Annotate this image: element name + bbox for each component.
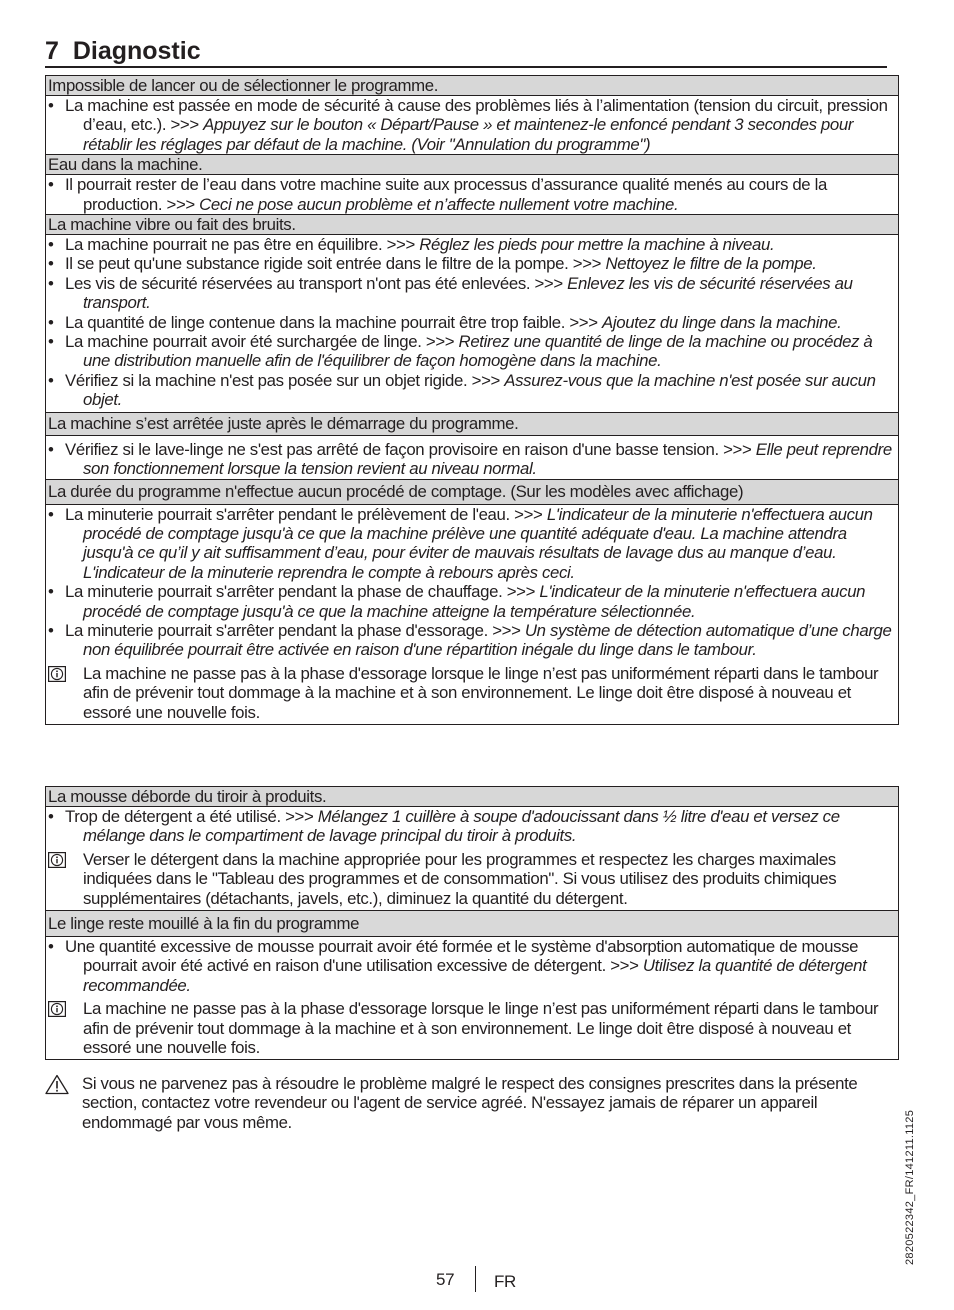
problem-body bbox=[46, 175, 898, 215]
list-item: • Une quantité excessive de mousse pourrait avoir été formée et le système d'absorption automatique de mousse pourrait avoir été activé en raison d'une utilisation excessive de détergent. >>> Utilisez la quantité de détergent recommandée. bbox=[48, 937, 867, 995]
list-item: • Vérifiez si le lave-linge ne s'est pas arrêté de façon provisoire en raison d'une basse tension. >>> Elle peut reprendre son fonctionnement lorsque la tension revient au niveau normal. bbox=[48, 439, 892, 479]
problem-body bbox=[46, 505, 898, 724]
diagnostic-table bbox=[45, 75, 899, 725]
warning-note bbox=[45, 1074, 880, 1132]
problem-body bbox=[46, 235, 898, 413]
problem-header: La durée du programme n'effectue aucun procédé de comptage. (Sur les modèles avec affichage) bbox=[46, 480, 898, 505]
list-item: • La machine pourrait avoir été surchargée de linge. >>> Retirez une quantité de linge de la machine ou procédez à une distribution manuelle afin de l'équilibrer de façon homogène dans la machine. bbox=[48, 332, 873, 371]
warning-text: Si vous ne parvenez pas à résoudre le problème malgré le respect des consignes prescrites dans la présente section, contactez votre revendeur ou l'agent de service agréé. N'essayez jamais de réparer un appareil endommagé par vous même. bbox=[82, 1074, 858, 1132]
bullet: • bbox=[48, 273, 54, 293]
section-heading bbox=[45, 36, 887, 68]
list-item: • Il se peut qu'une substance rigide soit entrée dans le filtre de la pompe. >>> Nettoyez le filtre de la pompe. bbox=[48, 254, 817, 274]
problem-header: Le linge reste mouillé à la fin du programme bbox=[46, 911, 898, 937]
list-item: • La minuterie pourrait s'arrêter pendant la phase de chauffage. >>> L'indicateur de la minuterie n'effectuera aucun procédé de comptage jusqu'à ce que la machine atteigne la température sélectionnée. bbox=[48, 582, 866, 621]
list-item: • Les vis de sécurité réservées au transport n'ont pas été enlevées. >>> Enlevez les vis de sécurité réservées au transport. bbox=[48, 273, 853, 313]
problem-header: Eau dans la machine. bbox=[46, 155, 898, 175]
bullet: • bbox=[48, 439, 54, 459]
bullet: • bbox=[48, 332, 54, 352]
bullet: • bbox=[48, 582, 54, 602]
bullet: • bbox=[48, 312, 54, 332]
bullet: • bbox=[48, 504, 54, 524]
bullet: • bbox=[48, 370, 54, 390]
bullet: • bbox=[48, 254, 54, 274]
list-item: • La minuterie pourrait s'arrêter pendant la phase d'essorage. >>> Un système de détection automatique d’une charge non équilibrée pourrait être activée en raison d'une répartition inégale du linge dans le tambour. bbox=[48, 620, 892, 660]
section-title: Diagnostic bbox=[72, 37, 201, 65]
problem-header: La mousse déborde du tiroir à produits. bbox=[46, 787, 898, 807]
problem-body bbox=[46, 436, 898, 480]
list-item: • Il pourrait rester de l’eau dans votre machine suite aux processus d’assurance qualité menés au cours de la production. >>> Ceci ne pose aucun problème et n’affecte nullement votre machine. bbox=[48, 175, 827, 214]
bullet: • bbox=[48, 937, 54, 957]
section-number: 7 bbox=[45, 37, 59, 65]
problem-body bbox=[46, 96, 898, 155]
list-item: • Vérifiez si la machine n'est pas posée sur un objet rigide. >>> Assurez-vous que la machine n'est posée sur aucun objet. bbox=[48, 370, 876, 410]
list-item: • La quantité de linge contenue dans la machine pourrait être trop faible. >>> Ajoutez du linge dans la machine. bbox=[48, 312, 842, 332]
list-item: • La minuterie pourrait s'arrêter pendant le prélèvement de l'eau. >>> L'indicateur de la minuterie n'effectuera aucun procédé de comptage jusqu'à ce que la machine prélève une quantité adéquate d'eau. La machine attendra jusqu'à ce qu’il y ait suffisamment d’eau, pour éviter de mauvais résultats de lavage dus au manque d’eau. L'indicateur de la minuterie reprendra le compte à rebours après ceci. bbox=[48, 504, 873, 582]
bullet: • bbox=[48, 235, 54, 255]
problem-header: Impossible de lancer ou de sélectionner le programme. bbox=[46, 76, 898, 96]
document-code: 2820522342_FR/141211.1125 bbox=[904, 1109, 916, 1265]
diagnostic-table bbox=[45, 786, 899, 1060]
list-item: • La machine est passée en mode de sécurité à cause des problèmes liés à l’alimentation (tension du circuit, pression d’eau, etc.). >>> Appuyez sur le bouton « Départ/Pause » et maintenez-le enfoncé pendant 3 secondes pour rétablir les réglages par défaut de la machine. (Voir "Annulation du programme") bbox=[48, 96, 888, 154]
info-note: La machine ne passe pas à la phase d'essorage lorsque le linge n’est pas uniformément réparti dans le tambour afin de prévenir tout dommage à la machine et à son environnement. Le linge doit être disposé à nouveau et essoré une nouvelle fois. bbox=[46, 664, 898, 724]
info-note: Verser le détergent dans la machine appropriée pour les programmes et respectez les charges maximales indiquées dans le "Tableau des programmes et de consommation". Si vous utilisez des produits chimiques supplémentaires (détachants, javels, etc.), diminuez la quantité du détergent. bbox=[46, 850, 898, 910]
page-number: 57 bbox=[436, 1270, 455, 1289]
bullet: • bbox=[48, 807, 54, 826]
problem-body bbox=[46, 807, 898, 911]
problem-body bbox=[46, 937, 898, 1059]
info-icon bbox=[48, 666, 66, 682]
problem-header: La machine s’est arrêtée juste après le démarrage du programme. bbox=[46, 413, 898, 436]
bullet: • bbox=[48, 96, 54, 115]
bullet: • bbox=[48, 620, 54, 640]
list-item: • Trop de détergent a été utilisé. >>> Mélangez 1 cuillère à soupe d'adoucissant dans ½ litre d'eau et versez ce mélange dans le compartiment de lavage principal du tiroir à produits. bbox=[48, 807, 840, 846]
language-code: FR bbox=[494, 1272, 516, 1291]
bullet: • bbox=[48, 175, 54, 195]
footer-divider bbox=[475, 1266, 476, 1292]
warning-triangle-icon bbox=[45, 1074, 69, 1095]
info-icon bbox=[48, 852, 66, 868]
info-icon bbox=[48, 1001, 66, 1017]
info-note: La machine ne passe pas à la phase d'essorage lorsque le linge n’est pas uniformément réparti dans le tambour afin de prévenir tout dommage à la machine et à son environnement. Le linge doit être disposé à nouveau et essoré une nouvelle fois. bbox=[46, 999, 898, 1059]
problem-header: La machine vibre ou fait des bruits. bbox=[46, 215, 898, 235]
list-item: • La machine pourrait ne pas être en équilibre. >>> Réglez les pieds pour mettre la machine à niveau. bbox=[48, 235, 775, 255]
